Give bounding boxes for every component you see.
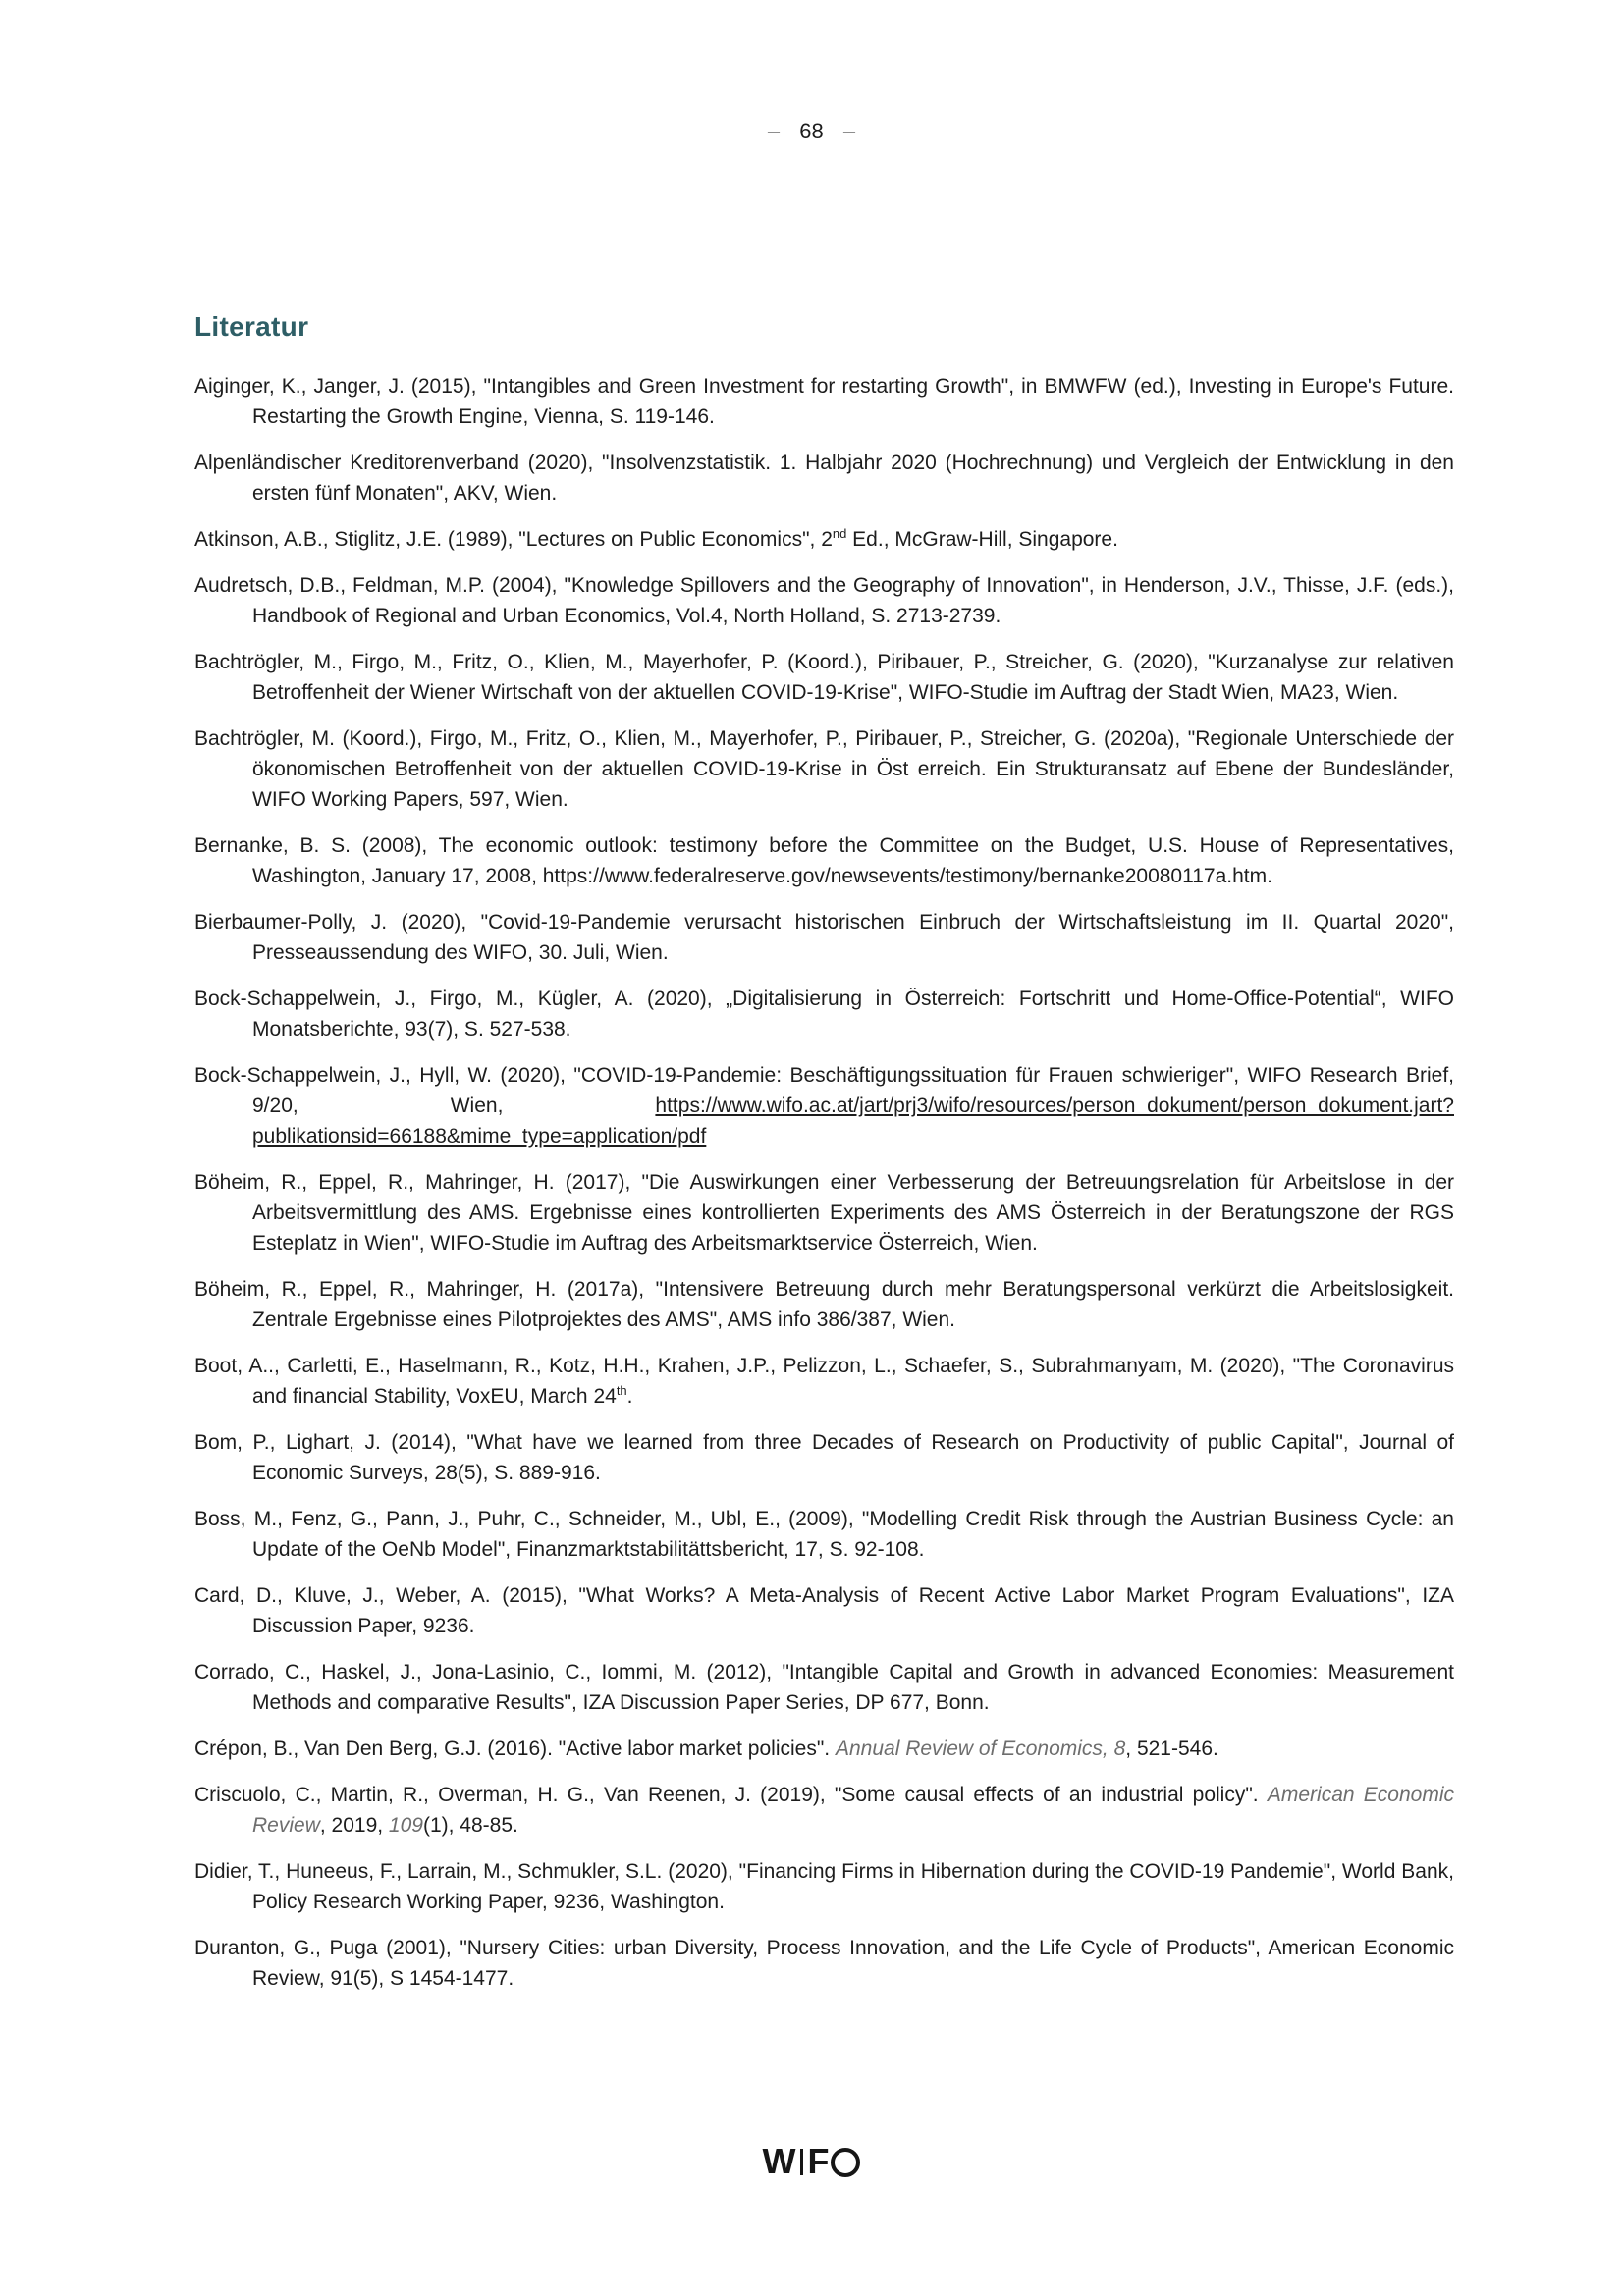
reference-item: Böheim, R., Eppel, R., Mahringer, H. (2017a), "Intensivere Betreuung durch mehr Beratungspersonal verkürzt die Arbeitslosigkeit. Zentrale Ergebnisse eines Pilotprojektes des AMS", AMS info 386/387, Wien. xyxy=(194,1278,1454,1331)
reference-text: Bock-Schappelwein, J., Hyll, W. (2020), "COVID-19-Pandemie: Beschäftigungssituation für Frauen schwieriger", WIFO Research Brief, 9/20, Wien, xyxy=(194,1064,1454,1117)
reference-text: (1), 48-85. xyxy=(422,1814,518,1837)
reference-item: Bachtrögler, M. (Koord.), Firgo, M., Fritz, O., Klien, M., Mayerhofer, P., Piribauer, P., Streicher, G. (2020a), "Regionale Unterschiede der ökonomischen Betroffenheit von der aktuellen COVID-19-Krise in Öst erreich. Ein Strukturansatz auf Ebene der Bundesländer, WIFO Working Papers, 597, Wien. xyxy=(194,727,1454,811)
reference-text: Crépon, B., Van Den Berg, G.J. (2016). "Active labor market policies". xyxy=(194,1737,836,1760)
reference-item: Alpenländischer Kreditorenverband (2020), "Insolvenzstatistik. 1. Halbjahr 2020 (Hochrechnung) und Vergleich der Entwicklung in den ersten fünf Monaten", AKV, Wien. xyxy=(194,452,1454,505)
reference-item: Duranton, G., Puga (2001), "Nursery Cities: urban Diversity, Process Innovation, and the Life Cycle of Products", American Economic Review, 91(5), S 1454-1477. xyxy=(194,1937,1454,1990)
ordinal-superscript: th xyxy=(616,1383,627,1398)
reference-item: Boss, M., Fenz, G., Pann, J., Puhr, C., Schneider, M., Ubl, E., (2009), "Modelling Credit Risk through the Austrian Business Cycle: an Update of the OeNb Model", Finanzmarktstabilitättsbericht, 17, S. 92-108. xyxy=(194,1508,1454,1561)
wifo-logo-letter-w: W xyxy=(762,2141,796,2181)
reference-text: Ed., McGraw-Hill, Singapore. xyxy=(846,528,1118,551)
reference-item: Bock-Schappelwein, J., Firgo, M., Kügler, A. (2020), „Digitalisierung in Österreich: Fortschritt und Home-Office-Potential“, WIFO Monatsberichte, 93(7), S. 527-538. xyxy=(194,988,1454,1041)
journal-title: Annual Review of Economics, 8 xyxy=(835,1737,1126,1760)
wifo-logo-letter-f: F xyxy=(807,2141,830,2181)
reference-text: . xyxy=(626,1385,633,1408)
reference-item: Card, D., Kluve, J., Weber, A. (2015), "What Works? A Meta-Analysis of Recent Active Labor Market Program Evaluations", IZA Discussion Paper, 9236. xyxy=(194,1584,1454,1637)
reference-item: Bachtrögler, M., Firgo, M., Fritz, O., Klien, M., Mayerhofer, P. (Koord.), Piribauer, P., Streicher, G. (2020), "Kurzanalyse zur relativen Betroffenheit der Wiener Wirtschaft von der aktuellen COVID-19-Krise", WIFO-Studie im Auftrag der Stadt Wien, MA23, Wien. xyxy=(194,651,1454,704)
reference-link[interactable]: https://www.wifo.ac.at/jart/prj3/wifo/resources/person_dokument/person_dokument.jart?publikationsid=66188&mime_type=application/pdf xyxy=(252,1095,1454,1148)
reference-text: Criscuolo, C., Martin, R., Overman, H. G., Van Reenen, J. (2019), "Some causal effects of an industrial policy". xyxy=(194,1784,1268,1806)
reference-item xyxy=(194,1780,1454,1841)
reference-item xyxy=(194,1351,1454,1412)
wifo-logo xyxy=(0,2141,1623,2181)
reference-item xyxy=(194,524,1454,555)
reference-text: Boot, A.., Carletti, E., Haselmann, R., Kotz, H.H., Krahen, J.P., Pelizzon, L., Schaefer, S., Subrahmanyam, M. (2020), "The Coronavirus and financial Stability, VoxEU, March 24 xyxy=(194,1355,1454,1408)
reference-item: Böheim, R., Eppel, R., Mahringer, H. (2017), "Die Auswirkungen einer Verbesserung der Betreuungsrelation für Arbeitslose in der Arbeitsvermittlung des AMS. Ergebnisse eines kontrollierten Experiments des AMS Österreich in der Beratungszone der RGS Esteplatz in Wien", WIFO-Studie im Auftrag des Arbeitsmarktservice Österreich, Wien. xyxy=(194,1171,1454,1255)
page-number: – 68 – xyxy=(767,119,856,143)
reference-item: Bierbaumer-Polly, J. (2020), "Covid-19-Pandemie verursacht historischen Einbruch der Wirtschaftsleistung im II. Quartal 2020", Presseaussendung des WIFO, 30. Juli, Wien. xyxy=(194,911,1454,964)
reference-item: Bom, P., Lighart, J. (2014), "What have we learned from three Decades of Research on Productivity of public Capital", Journal of Economic Surveys, 28(5), S. 889-916. xyxy=(194,1431,1454,1484)
journal-volume: 109 xyxy=(388,1814,423,1837)
journal-title: American Economic Review xyxy=(252,1784,1454,1837)
reference-text: , 521-546. xyxy=(1125,1737,1218,1760)
reference-text: , 2019, xyxy=(319,1814,389,1837)
reference-item: Aiginger, K., Janger, J. (2015), "Intangibles and Green Investment for restarting Growth", in BMWFW (ed.), Investing in Europe's Future. Restarting the Growth Engine, Vienna, S. 119-146. xyxy=(194,375,1454,428)
wifo-logo-bar xyxy=(800,2149,803,2175)
reference-item: Corrado, C., Haskel, J., Jona-Lasinio, C., Iommi, M. (2012), "Intangible Capital and Growth in advanced Economies: Measurement Methods and comparative Results", IZA Discussion Paper Series, DP 677, Bonn. xyxy=(194,1661,1454,1714)
reference-item xyxy=(194,1734,1454,1764)
reference-item: Audretsch, D.B., Feldman, M.P. (2004), "Knowledge Spillovers and the Geography of Innovation", in Henderson, J.V., Thisse, J.F. (eds.), Handbook of Regional and Urban Economics, Vol.4, North Holland, S. 2713-2739. xyxy=(194,574,1454,627)
ordinal-superscript: nd xyxy=(832,526,847,541)
reference-item: Didier, T., Huneeus, F., Larrain, M., Schmukler, S.L. (2020), "Financing Firms in Hibernation during the COVID-19 Pandemie", World Bank, Policy Research Working Paper, 9236, Washington. xyxy=(194,1860,1454,1913)
reference-item xyxy=(194,1060,1454,1151)
references-section xyxy=(194,310,1454,2009)
reference-text: Atkinson, A.B., Stiglitz, J.E. (1989), "Lectures on Public Economics", 2 xyxy=(194,528,833,551)
section-title: Literatur xyxy=(194,311,309,342)
reference-item: Bernanke, B. S. (2008), The economic outlook: testimony before the Committee on the Budget, U.S. House of Representatives, Washington, January 17, 2008, https://www.federalreserve.gov/newsevents/testimony/bernanke20080117a.htm. xyxy=(194,834,1454,887)
wifo-logo-circle xyxy=(831,2148,860,2177)
